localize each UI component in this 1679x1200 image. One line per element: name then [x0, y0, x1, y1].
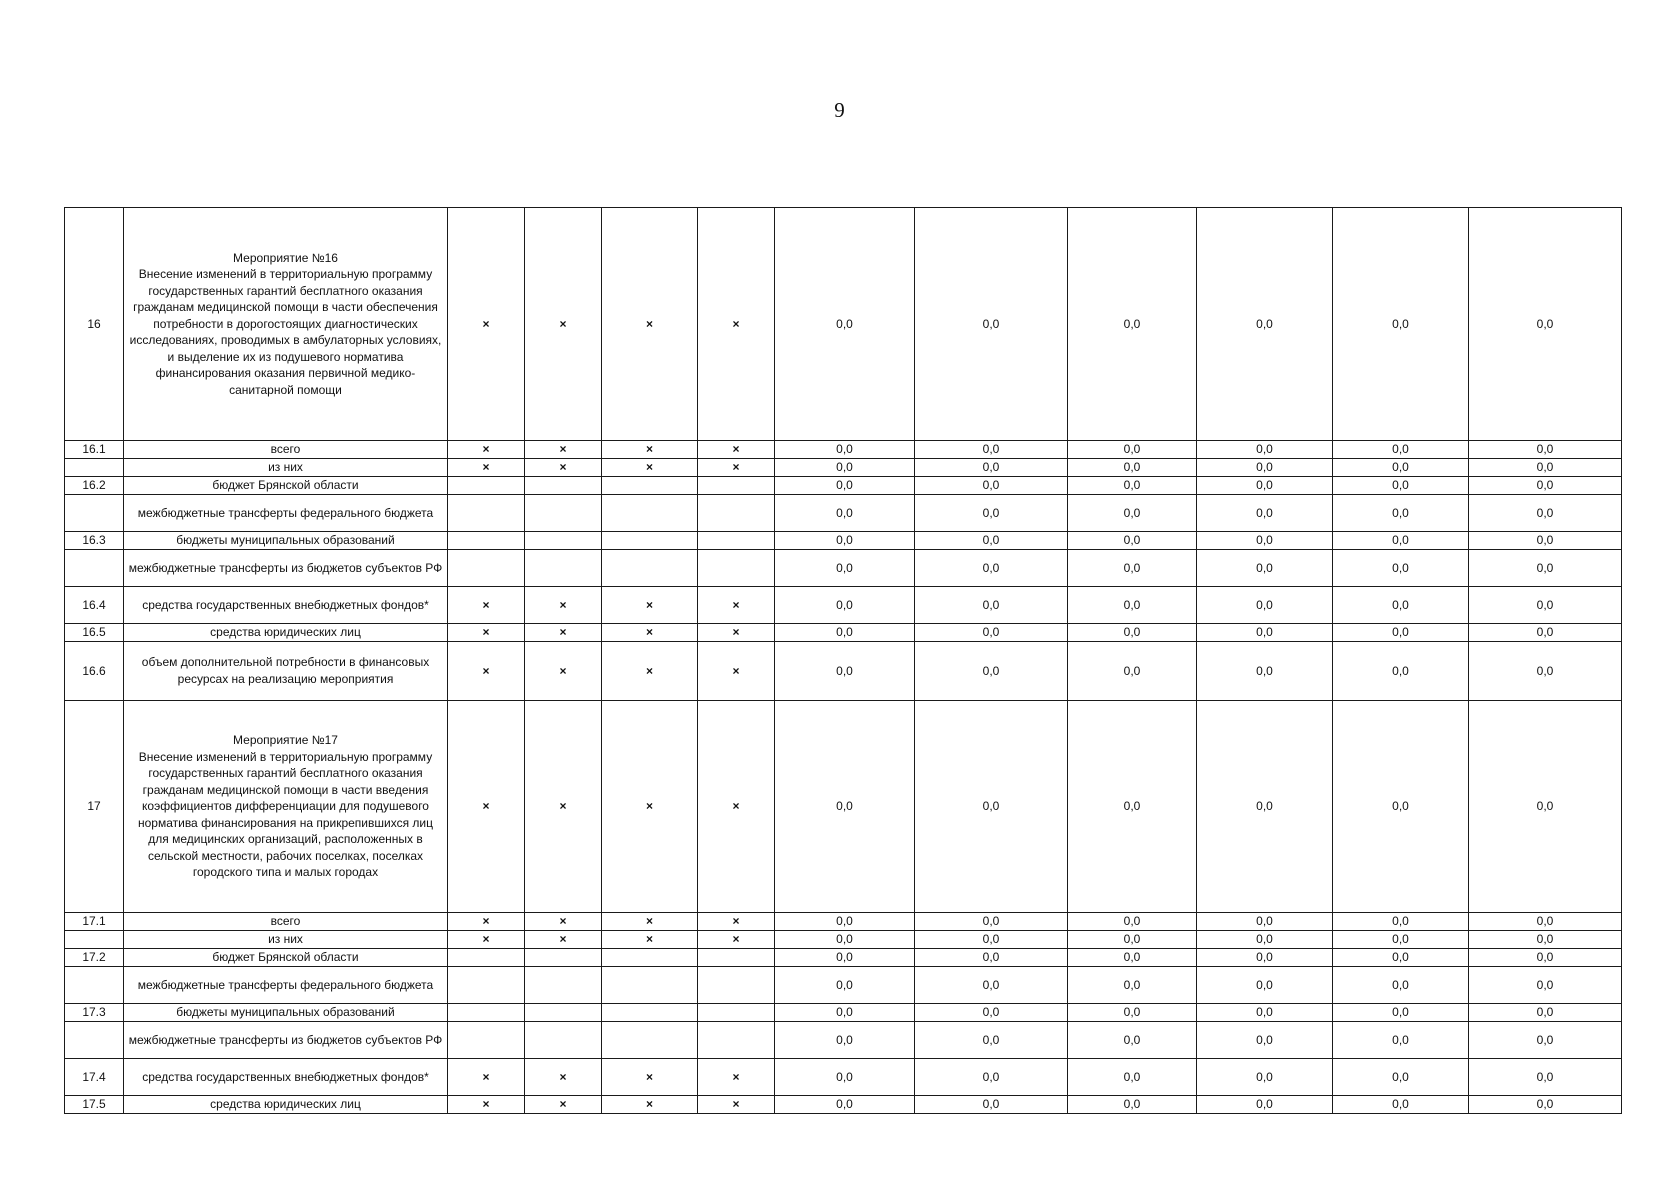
value-cell: 0,0: [775, 459, 915, 477]
mark-cell: [698, 532, 775, 550]
value-cell: 0,0: [1068, 532, 1197, 550]
mark-cell: ×: [448, 459, 525, 477]
value-cell: 0,0: [1068, 949, 1197, 967]
value-cell: 0,0: [1068, 495, 1197, 532]
table-row: [65, 913, 1622, 931]
value-cell: 0,0: [1333, 949, 1469, 967]
value-cell: 0,0: [775, 967, 915, 1004]
value-cell: 0,0: [775, 208, 915, 441]
value-cell: 0,0: [1197, 550, 1333, 587]
mark-cell: [698, 550, 775, 587]
row-description: межбюджетные трансферты федерального бюджета: [124, 495, 448, 532]
value-cell: 0,0: [1469, 1096, 1622, 1114]
row-description: из них: [124, 459, 448, 477]
mark-cell: [525, 967, 602, 1004]
value-cell: 0,0: [1469, 1059, 1622, 1096]
mark-cell: [698, 495, 775, 532]
table-row: [65, 701, 1622, 913]
value-cell: 0,0: [1333, 967, 1469, 1004]
row-number: 17.3: [65, 1004, 124, 1022]
value-cell: 0,0: [915, 477, 1068, 495]
value-cell: 0,0: [1333, 477, 1469, 495]
row-number: [65, 495, 124, 532]
mark-cell: [448, 1004, 525, 1022]
value-cell: 0,0: [1333, 587, 1469, 624]
value-cell: 0,0: [1068, 208, 1197, 441]
mark-cell: ×: [525, 913, 602, 931]
mark-cell: [602, 495, 698, 532]
row-number: 17.1: [65, 913, 124, 931]
mark-cell: [698, 949, 775, 967]
value-cell: 0,0: [915, 495, 1068, 532]
value-cell: 0,0: [915, 1096, 1068, 1114]
value-cell: 0,0: [915, 550, 1068, 587]
value-cell: 0,0: [915, 701, 1068, 913]
mark-cell: ×: [602, 701, 698, 913]
value-cell: 0,0: [1333, 208, 1469, 441]
value-cell: 0,0: [775, 1059, 915, 1096]
value-cell: 0,0: [775, 1022, 915, 1059]
value-cell: 0,0: [1197, 913, 1333, 931]
mark-cell: ×: [602, 624, 698, 642]
value-cell: 0,0: [775, 949, 915, 967]
row-number: 16.3: [65, 532, 124, 550]
value-cell: 0,0: [1068, 1096, 1197, 1114]
value-cell: 0,0: [1197, 1004, 1333, 1022]
value-cell: 0,0: [915, 1004, 1068, 1022]
row-number: 16.4: [65, 587, 124, 624]
mark-cell: ×: [448, 931, 525, 949]
mark-cell: [448, 1022, 525, 1059]
value-cell: 0,0: [1197, 701, 1333, 913]
budget-table: [64, 207, 1622, 1114]
mark-cell: [525, 1022, 602, 1059]
mark-cell: ×: [698, 1096, 775, 1114]
mark-cell: ×: [448, 701, 525, 913]
value-cell: 0,0: [775, 1096, 915, 1114]
value-cell: 0,0: [1333, 495, 1469, 532]
row-number: 16.1: [65, 441, 124, 459]
mark-cell: [602, 967, 698, 1004]
row-number: 16.6: [65, 642, 124, 701]
mark-cell: ×: [448, 642, 525, 701]
value-cell: 0,0: [1469, 967, 1622, 1004]
mark-cell: ×: [525, 931, 602, 949]
value-cell: 0,0: [915, 624, 1068, 642]
value-cell: 0,0: [1068, 913, 1197, 931]
mark-cell: ×: [602, 642, 698, 701]
table-row: [65, 624, 1622, 642]
value-cell: 0,0: [1068, 550, 1197, 587]
value-cell: 0,0: [915, 949, 1068, 967]
mark-cell: ×: [602, 931, 698, 949]
mark-cell: ×: [448, 1059, 525, 1096]
table-row: [65, 1096, 1622, 1114]
mark-cell: ×: [525, 642, 602, 701]
value-cell: 0,0: [1197, 208, 1333, 441]
mark-cell: ×: [448, 913, 525, 931]
page-number: 9: [834, 98, 845, 122]
value-cell: 0,0: [915, 441, 1068, 459]
value-cell: 0,0: [915, 642, 1068, 701]
mark-cell: [525, 1004, 602, 1022]
row-description: средства государственных внебюджетных фондов*: [124, 587, 448, 624]
mark-cell: ×: [698, 913, 775, 931]
mark-cell: [602, 550, 698, 587]
mark-cell: [602, 1004, 698, 1022]
mark-cell: ×: [698, 441, 775, 459]
value-cell: 0,0: [1333, 532, 1469, 550]
value-cell: 0,0: [1068, 459, 1197, 477]
value-cell: 0,0: [915, 931, 1068, 949]
mark-cell: ×: [448, 1096, 525, 1114]
mark-cell: [448, 495, 525, 532]
value-cell: 0,0: [1068, 642, 1197, 701]
row-description: Мероприятие №17 Внесение изменений в территориальную программу государственных гарантий бесплатного оказания гражданам медицинской помощи в части введения коэффициентов дифференциации для подушевого норматива финансирования на прикрепившихся лиц для медицинских организаций, расположенных в сельской местности, рабочих поселках, поселках городского типа и малых городах: [124, 701, 448, 913]
value-cell: 0,0: [1469, 532, 1622, 550]
table-row: [65, 1022, 1622, 1059]
mark-cell: ×: [448, 624, 525, 642]
value-cell: 0,0: [1197, 1022, 1333, 1059]
mark-cell: ×: [602, 1059, 698, 1096]
table-row: [65, 587, 1622, 624]
mark-cell: ×: [698, 587, 775, 624]
row-description: бюджеты муниципальных образований: [124, 532, 448, 550]
value-cell: 0,0: [775, 642, 915, 701]
value-cell: 0,0: [915, 913, 1068, 931]
row-number: 17.5: [65, 1096, 124, 1114]
mark-cell: ×: [448, 208, 525, 441]
value-cell: 0,0: [1197, 624, 1333, 642]
value-cell: 0,0: [1469, 477, 1622, 495]
mark-cell: ×: [602, 441, 698, 459]
value-cell: 0,0: [1068, 441, 1197, 459]
value-cell: 0,0: [1197, 642, 1333, 701]
value-cell: 0,0: [1333, 624, 1469, 642]
value-cell: 0,0: [1197, 1096, 1333, 1114]
value-cell: 0,0: [1333, 913, 1469, 931]
mark-cell: ×: [525, 459, 602, 477]
mark-cell: ×: [698, 208, 775, 441]
mark-cell: [448, 532, 525, 550]
value-cell: 0,0: [1469, 208, 1622, 441]
value-cell: 0,0: [1469, 441, 1622, 459]
mark-cell: ×: [698, 642, 775, 701]
mark-cell: ×: [525, 441, 602, 459]
mark-cell: [698, 1004, 775, 1022]
value-cell: 0,0: [775, 495, 915, 532]
row-description: Мероприятие №16 Внесение изменений в территориальную программу государственных гарантий бесплатного оказания гражданам медицинской помощи в части обеспечения потребности в дорогостоящих диагностических исследованиях, проводимых в амбулаторных условиях, и выделение их из подушевого норматива финансирования оказания первичной медико-санитарной помощи: [124, 208, 448, 441]
value-cell: 0,0: [915, 532, 1068, 550]
value-cell: 0,0: [775, 550, 915, 587]
value-cell: 0,0: [915, 208, 1068, 441]
mark-cell: ×: [602, 459, 698, 477]
value-cell: 0,0: [1469, 931, 1622, 949]
mark-cell: ×: [602, 587, 698, 624]
mark-cell: [525, 532, 602, 550]
value-cell: 0,0: [1469, 624, 1622, 642]
mark-cell: ×: [698, 1059, 775, 1096]
table-row: [65, 208, 1622, 441]
row-description: межбюджетные трансферты из бюджетов субъектов РФ: [124, 1022, 448, 1059]
value-cell: 0,0: [1333, 1059, 1469, 1096]
mark-cell: [448, 967, 525, 1004]
value-cell: 0,0: [1068, 477, 1197, 495]
mark-cell: [698, 1022, 775, 1059]
mark-cell: ×: [525, 587, 602, 624]
value-cell: 0,0: [1469, 587, 1622, 624]
mark-cell: [525, 495, 602, 532]
row-number: 16.5: [65, 624, 124, 642]
mark-cell: [602, 532, 698, 550]
mark-cell: [602, 949, 698, 967]
value-cell: 0,0: [1197, 495, 1333, 532]
value-cell: 0,0: [1333, 1004, 1469, 1022]
row-description: средства государственных внебюджетных фондов*: [124, 1059, 448, 1096]
value-cell: 0,0: [1333, 931, 1469, 949]
value-cell: 0,0: [915, 1022, 1068, 1059]
row-number: 17.2: [65, 949, 124, 967]
table-row: [65, 1004, 1622, 1022]
value-cell: 0,0: [1068, 967, 1197, 1004]
row-description: всего: [124, 441, 448, 459]
table-row: [65, 441, 1622, 459]
value-cell: 0,0: [1469, 459, 1622, 477]
table-row: [65, 477, 1622, 495]
value-cell: 0,0: [1068, 587, 1197, 624]
table-row: [65, 642, 1622, 701]
mark-cell: [448, 949, 525, 967]
value-cell: 0,0: [1197, 1059, 1333, 1096]
row-number: [65, 550, 124, 587]
value-cell: 0,0: [1333, 1022, 1469, 1059]
value-cell: 0,0: [1333, 459, 1469, 477]
mark-cell: ×: [448, 587, 525, 624]
table-row: [65, 459, 1622, 477]
mark-cell: ×: [525, 208, 602, 441]
value-cell: 0,0: [1469, 949, 1622, 967]
mark-cell: [698, 967, 775, 1004]
row-number: 17: [65, 701, 124, 913]
value-cell: 0,0: [1333, 701, 1469, 913]
row-description: средства юридических лиц: [124, 624, 448, 642]
row-description: всего: [124, 913, 448, 931]
value-cell: 0,0: [1333, 550, 1469, 587]
mark-cell: ×: [525, 701, 602, 913]
value-cell: 0,0: [1333, 642, 1469, 701]
table-row: [65, 532, 1622, 550]
value-cell: 0,0: [775, 587, 915, 624]
row-number: [65, 459, 124, 477]
table-row: [65, 931, 1622, 949]
value-cell: 0,0: [1333, 441, 1469, 459]
row-number: [65, 967, 124, 1004]
value-cell: 0,0: [1068, 1022, 1197, 1059]
mark-cell: ×: [698, 931, 775, 949]
mark-cell: [448, 477, 525, 495]
value-cell: 0,0: [775, 931, 915, 949]
value-cell: 0,0: [1333, 1096, 1469, 1114]
value-cell: 0,0: [1469, 1004, 1622, 1022]
value-cell: 0,0: [775, 1004, 915, 1022]
row-description: средства юридических лиц: [124, 1096, 448, 1114]
row-description: межбюджетные трансферты из бюджетов субъектов РФ: [124, 550, 448, 587]
mark-cell: ×: [602, 913, 698, 931]
mark-cell: ×: [698, 624, 775, 642]
row-number: [65, 931, 124, 949]
table-body: [65, 208, 1622, 1114]
table-row: [65, 1059, 1622, 1096]
value-cell: 0,0: [1068, 931, 1197, 949]
row-description: бюджет Брянской области: [124, 477, 448, 495]
row-number: 16.2: [65, 477, 124, 495]
value-cell: 0,0: [775, 913, 915, 931]
row-description: межбюджетные трансферты федерального бюджета: [124, 967, 448, 1004]
row-description: бюджеты муниципальных образований: [124, 1004, 448, 1022]
value-cell: 0,0: [775, 701, 915, 913]
mark-cell: [448, 550, 525, 587]
mark-cell: [525, 949, 602, 967]
value-cell: 0,0: [1469, 1022, 1622, 1059]
value-cell: 0,0: [1068, 1004, 1197, 1022]
mark-cell: [525, 477, 602, 495]
mark-cell: ×: [448, 441, 525, 459]
mark-cell: ×: [525, 1096, 602, 1114]
mark-cell: ×: [602, 1096, 698, 1114]
value-cell: 0,0: [915, 1059, 1068, 1096]
table-row: [65, 967, 1622, 1004]
row-number: 16: [65, 208, 124, 441]
value-cell: 0,0: [1068, 624, 1197, 642]
value-cell: 0,0: [775, 441, 915, 459]
value-cell: 0,0: [1469, 913, 1622, 931]
mark-cell: ×: [525, 624, 602, 642]
value-cell: 0,0: [1197, 532, 1333, 550]
value-cell: 0,0: [915, 587, 1068, 624]
table-row: [65, 550, 1622, 587]
table-row: [65, 495, 1622, 532]
value-cell: 0,0: [1068, 1059, 1197, 1096]
mark-cell: ×: [525, 1059, 602, 1096]
mark-cell: [602, 477, 698, 495]
row-number: [65, 1022, 124, 1059]
value-cell: 0,0: [1469, 701, 1622, 913]
value-cell: 0,0: [1197, 441, 1333, 459]
value-cell: 0,0: [775, 477, 915, 495]
value-cell: 0,0: [915, 967, 1068, 1004]
value-cell: 0,0: [1469, 550, 1622, 587]
value-cell: 0,0: [915, 459, 1068, 477]
value-cell: 0,0: [1469, 495, 1622, 532]
row-description: бюджет Брянской области: [124, 949, 448, 967]
row-description: объем дополнительной потребности в финансовых ресурсах на реализацию мероприятия: [124, 642, 448, 701]
value-cell: 0,0: [1197, 459, 1333, 477]
mark-cell: [602, 1022, 698, 1059]
mark-cell: [698, 477, 775, 495]
value-cell: 0,0: [775, 532, 915, 550]
value-cell: 0,0: [1197, 587, 1333, 624]
mark-cell: [525, 550, 602, 587]
mark-cell: ×: [698, 459, 775, 477]
value-cell: 0,0: [1197, 949, 1333, 967]
mark-cell: ×: [698, 701, 775, 913]
table-row: [65, 949, 1622, 967]
value-cell: 0,0: [1197, 967, 1333, 1004]
value-cell: 0,0: [1197, 931, 1333, 949]
mark-cell: ×: [602, 208, 698, 441]
row-description: из них: [124, 931, 448, 949]
row-number: 17.4: [65, 1059, 124, 1096]
value-cell: 0,0: [1197, 477, 1333, 495]
value-cell: 0,0: [1469, 642, 1622, 701]
value-cell: 0,0: [1068, 701, 1197, 913]
value-cell: 0,0: [775, 624, 915, 642]
